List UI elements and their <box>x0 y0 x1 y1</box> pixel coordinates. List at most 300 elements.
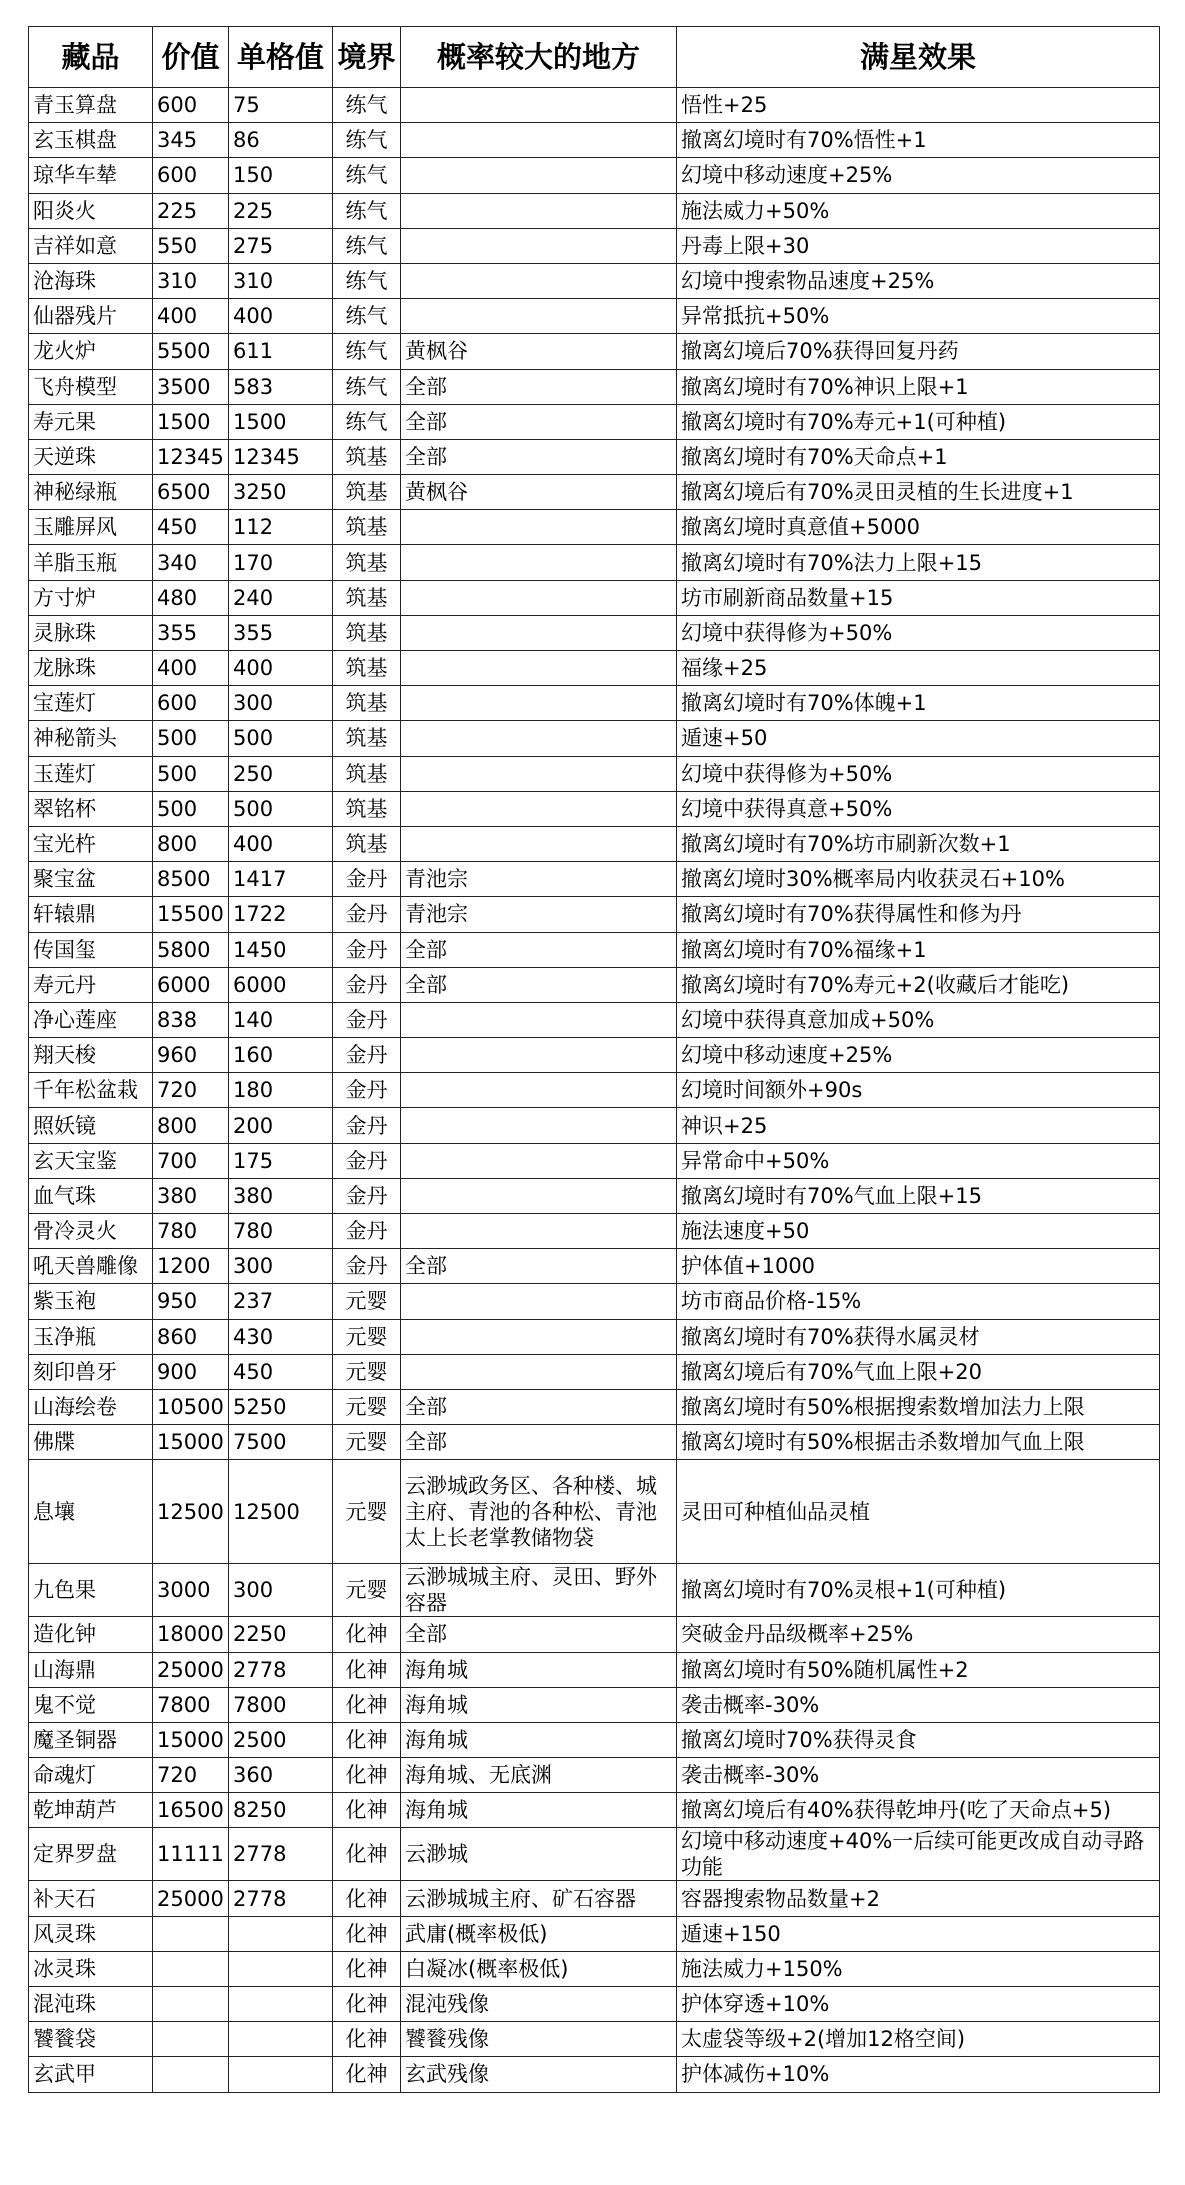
cell-name: 九色果 <box>29 1564 153 1617</box>
cell-realm: 化神 <box>333 1793 401 1828</box>
cell-effect: 幻境中获得真意+50% <box>677 791 1160 826</box>
cell-effect: 撤离幻境时有50%根据击杀数增加气血上限 <box>677 1425 1160 1460</box>
cell-location <box>401 615 677 650</box>
table-row <box>29 1564 1160 1617</box>
cell-value: 900 <box>153 1354 229 1389</box>
table-row <box>29 1389 1160 1424</box>
cell-name: 魔圣铜器 <box>29 1722 153 1757</box>
cell-value: 400 <box>153 299 229 334</box>
cell-value: 12500 <box>153 1460 229 1564</box>
cell-unit-value: 400 <box>229 826 333 861</box>
cell-effect: 袭击概率-30% <box>677 1687 1160 1722</box>
cell-location: 全部 <box>401 1425 677 1460</box>
cell-effect: 悟性+25 <box>677 88 1160 123</box>
cell-name: 沧海珠 <box>29 263 153 298</box>
cell-name: 玉莲灯 <box>29 756 153 791</box>
cell-location: 全部 <box>401 1249 677 1284</box>
cell-unit-value: 12500 <box>229 1460 333 1564</box>
cell-realm: 筑基 <box>333 791 401 826</box>
cell-value <box>153 2022 229 2057</box>
cell-effect: 撤离幻境时有70%体魄+1 <box>677 686 1160 721</box>
table-row <box>29 862 1160 897</box>
cell-name: 冰灵珠 <box>29 1951 153 1986</box>
cell-value <box>153 1951 229 1986</box>
table-row <box>29 1652 1160 1687</box>
cell-unit-value: 2778 <box>229 1881 333 1916</box>
cell-unit-value: 1500 <box>229 404 333 439</box>
cell-realm: 筑基 <box>333 439 401 474</box>
cell-location: 海角城 <box>401 1722 677 1757</box>
cell-value: 600 <box>153 88 229 123</box>
cell-location: 饕餮残像 <box>401 2022 677 2057</box>
cell-realm: 化神 <box>333 1987 401 2022</box>
table-row <box>29 193 1160 228</box>
cell-value: 950 <box>153 1284 229 1319</box>
cell-location: 海角城 <box>401 1652 677 1687</box>
table-row <box>29 1319 1160 1354</box>
cell-realm: 金丹 <box>333 1002 401 1037</box>
cell-value: 800 <box>153 1108 229 1143</box>
cell-effect: 遁速+150 <box>677 1916 1160 1951</box>
table-row <box>29 756 1160 791</box>
cell-unit-value: 175 <box>229 1143 333 1178</box>
cell-realm: 筑基 <box>333 580 401 615</box>
table-row <box>29 1284 1160 1319</box>
cell-location <box>401 1319 677 1354</box>
cell-realm: 化神 <box>333 2022 401 2057</box>
table-row <box>29 404 1160 439</box>
cell-realm: 金丹 <box>333 932 401 967</box>
cell-location: 全部 <box>401 369 677 404</box>
table-row <box>29 1178 1160 1213</box>
cell-effect: 撤离幻境时有70%神识上限+1 <box>677 369 1160 404</box>
cell-value: 310 <box>153 263 229 298</box>
cell-location <box>401 193 677 228</box>
table-row <box>29 1002 1160 1037</box>
table-row <box>29 1038 1160 1073</box>
cell-unit-value: 112 <box>229 510 333 545</box>
cell-effect: 撤离幻境时有70%获得水属灵材 <box>677 1319 1160 1354</box>
cell-value: 340 <box>153 545 229 580</box>
cell-effect: 幻境中移动速度+25% <box>677 1038 1160 1073</box>
cell-location: 云渺城政务区、各种楼、城主府、青池的各种松、青池太上长老掌教储物袋 <box>401 1460 677 1564</box>
cell-effect: 异常抵抗+50% <box>677 299 1160 334</box>
cell-name: 山海鼎 <box>29 1652 153 1687</box>
cell-name: 琼华车辇 <box>29 158 153 193</box>
cell-value: 7800 <box>153 1687 229 1722</box>
cell-effect: 护体值+1000 <box>677 1249 1160 1284</box>
cell-unit-value: 400 <box>229 651 333 686</box>
cell-value <box>153 1987 229 2022</box>
table-row <box>29 475 1160 510</box>
cell-realm: 金丹 <box>333 1178 401 1213</box>
cell-value: 500 <box>153 756 229 791</box>
cell-name: 吉祥如意 <box>29 228 153 263</box>
cell-location: 黄枫谷 <box>401 475 677 510</box>
cell-effect: 幻境中搜索物品速度+25% <box>677 263 1160 298</box>
cell-name: 混沌珠 <box>29 1987 153 2022</box>
cell-location <box>401 791 677 826</box>
table-row <box>29 651 1160 686</box>
table-row <box>29 967 1160 1002</box>
header-collection: 藏品 <box>29 27 153 88</box>
cell-name: 宝光杵 <box>29 826 153 861</box>
cell-name: 神秘箭头 <box>29 721 153 756</box>
cell-realm: 筑基 <box>333 721 401 756</box>
cell-name: 青玉算盘 <box>29 88 153 123</box>
cell-effect: 幻境中获得真意加成+50% <box>677 1002 1160 1037</box>
cell-effect: 撤离幻境时30%概率局内收获灵石+10% <box>677 862 1160 897</box>
cell-unit-value: 237 <box>229 1284 333 1319</box>
cell-unit-value: 275 <box>229 228 333 263</box>
cell-effect: 撤离幻境后70%获得回复丹药 <box>677 334 1160 369</box>
cell-realm: 练气 <box>333 263 401 298</box>
cell-unit-value: 2778 <box>229 1828 333 1881</box>
cell-unit-value: 300 <box>229 1564 333 1617</box>
cell-name: 传国玺 <box>29 932 153 967</box>
cell-value: 16500 <box>153 1793 229 1828</box>
cell-location <box>401 1108 677 1143</box>
cell-effect: 撤离幻境时有70%天命点+1 <box>677 439 1160 474</box>
cell-name: 命魂灯 <box>29 1758 153 1793</box>
cell-unit-value: 380 <box>229 1178 333 1213</box>
cell-realm: 筑基 <box>333 651 401 686</box>
cell-value: 6000 <box>153 967 229 1002</box>
cell-effect: 撤离幻境时有70%寿元+1(可种植) <box>677 404 1160 439</box>
table-header-row <box>29 27 1160 88</box>
cell-realm: 筑基 <box>333 475 401 510</box>
cell-unit-value: 300 <box>229 1249 333 1284</box>
cell-realm: 金丹 <box>333 1038 401 1073</box>
cell-name: 造化钟 <box>29 1617 153 1652</box>
cell-unit-value: 360 <box>229 1758 333 1793</box>
cell-effect: 灵田可种植仙品灵植 <box>677 1460 1160 1564</box>
cell-name: 羊脂玉瓶 <box>29 545 153 580</box>
cell-realm: 元婴 <box>333 1319 401 1354</box>
cell-realm: 练气 <box>333 228 401 263</box>
cell-value: 355 <box>153 615 229 650</box>
cell-value: 3500 <box>153 369 229 404</box>
cell-location: 全部 <box>401 1617 677 1652</box>
cell-effect: 遁速+50 <box>677 721 1160 756</box>
cell-name: 轩辕鼎 <box>29 897 153 932</box>
cell-unit-value: 180 <box>229 1073 333 1108</box>
table-row <box>29 1617 1160 1652</box>
cell-location: 青池宗 <box>401 862 677 897</box>
cell-value: 1200 <box>153 1249 229 1284</box>
cell-effect: 撤离幻境时有70%寿元+2(收藏后才能吃) <box>677 967 1160 1002</box>
cell-unit-value: 160 <box>229 1038 333 1073</box>
cell-name: 乾坤葫芦 <box>29 1793 153 1828</box>
table-row <box>29 686 1160 721</box>
header-realm: 境界 <box>333 27 401 88</box>
table-row <box>29 1425 1160 1460</box>
cell-location <box>401 826 677 861</box>
cell-value: 1500 <box>153 404 229 439</box>
cell-realm: 化神 <box>333 2057 401 2092</box>
cell-location <box>401 686 677 721</box>
cell-effect: 撤离幻境时有50%根据搜索数增加法力上限 <box>677 1389 1160 1424</box>
cell-value: 860 <box>153 1319 229 1354</box>
cell-unit-value: 310 <box>229 263 333 298</box>
cell-name: 飞舟模型 <box>29 369 153 404</box>
cell-unit-value: 5250 <box>229 1389 333 1424</box>
cell-effect: 丹毒上限+30 <box>677 228 1160 263</box>
table-row <box>29 897 1160 932</box>
table-row <box>29 721 1160 756</box>
table-row <box>29 580 1160 615</box>
cell-realm: 筑基 <box>333 686 401 721</box>
cell-realm: 练气 <box>333 299 401 334</box>
cell-name: 聚宝盆 <box>29 862 153 897</box>
cell-unit-value: 200 <box>229 1108 333 1143</box>
cell-location: 海角城 <box>401 1793 677 1828</box>
cell-effect: 护体减伤+10% <box>677 2057 1160 2092</box>
cell-location <box>401 1178 677 1213</box>
table-row <box>29 510 1160 545</box>
cell-effect: 神识+25 <box>677 1108 1160 1143</box>
cell-name: 翔天梭 <box>29 1038 153 1073</box>
cell-unit-value: 7500 <box>229 1425 333 1460</box>
table-row <box>29 334 1160 369</box>
table-row <box>29 1354 1160 1389</box>
cell-name: 神秘绿瓶 <box>29 475 153 510</box>
cell-location <box>401 158 677 193</box>
cell-value: 5500 <box>153 334 229 369</box>
cell-unit-value: 2778 <box>229 1652 333 1687</box>
cell-name: 宝莲灯 <box>29 686 153 721</box>
cell-location: 全部 <box>401 932 677 967</box>
cell-unit-value: 250 <box>229 756 333 791</box>
table-row <box>29 1828 1160 1881</box>
cell-effect: 施法速度+50 <box>677 1214 1160 1249</box>
cell-location: 黄枫谷 <box>401 334 677 369</box>
table-row <box>29 1073 1160 1108</box>
cell-unit-value: 2500 <box>229 1722 333 1757</box>
cell-location <box>401 1143 677 1178</box>
table-row <box>29 1214 1160 1249</box>
cell-realm: 练气 <box>333 404 401 439</box>
cell-unit-value: 7800 <box>229 1687 333 1722</box>
cell-realm: 金丹 <box>333 1143 401 1178</box>
cell-unit-value: 150 <box>229 158 333 193</box>
cell-effect: 容器搜索物品数量+2 <box>677 1881 1160 1916</box>
cell-location <box>401 580 677 615</box>
cell-realm: 金丹 <box>333 1073 401 1108</box>
cell-value: 600 <box>153 686 229 721</box>
cell-unit-value <box>229 2057 333 2092</box>
table-row <box>29 1143 1160 1178</box>
table-row <box>29 439 1160 474</box>
cell-value: 25000 <box>153 1881 229 1916</box>
cell-location: 玄武残像 <box>401 2057 677 2092</box>
cell-name: 佛牒 <box>29 1425 153 1460</box>
cell-unit-value: 2250 <box>229 1617 333 1652</box>
cell-value: 500 <box>153 791 229 826</box>
cell-unit-value: 611 <box>229 334 333 369</box>
cell-value: 15500 <box>153 897 229 932</box>
cell-location: 全部 <box>401 967 677 1002</box>
cell-unit-value: 6000 <box>229 967 333 1002</box>
cell-value: 10500 <box>153 1389 229 1424</box>
table-row <box>29 615 1160 650</box>
header-unit-value: 单格值 <box>229 27 333 88</box>
cell-unit-value: 3250 <box>229 475 333 510</box>
table-row <box>29 299 1160 334</box>
cell-name: 刻印兽牙 <box>29 1354 153 1389</box>
cell-name: 紫玉袍 <box>29 1284 153 1319</box>
cell-unit-value: 140 <box>229 1002 333 1037</box>
cell-realm: 练气 <box>333 123 401 158</box>
cell-value: 720 <box>153 1758 229 1793</box>
cell-value: 15000 <box>153 1425 229 1460</box>
cell-location <box>401 1002 677 1037</box>
cell-unit-value <box>229 1987 333 2022</box>
cell-unit-value <box>229 1951 333 1986</box>
cell-name: 补天石 <box>29 1881 153 1916</box>
cell-effect: 撤离幻境时有70%获得属性和修为丹 <box>677 897 1160 932</box>
cell-realm: 练气 <box>333 88 401 123</box>
cell-location <box>401 123 677 158</box>
collection-table <box>28 26 1160 2093</box>
cell-effect: 施法威力+50% <box>677 193 1160 228</box>
table-row <box>29 1108 1160 1143</box>
cell-realm: 元婴 <box>333 1354 401 1389</box>
cell-location <box>401 1354 677 1389</box>
cell-realm: 练气 <box>333 369 401 404</box>
cell-value: 3000 <box>153 1564 229 1617</box>
cell-effect: 坊市商品价格-15% <box>677 1284 1160 1319</box>
cell-realm: 元婴 <box>333 1564 401 1617</box>
cell-location: 混沌残像 <box>401 1987 677 2022</box>
table-row <box>29 1916 1160 1951</box>
table-row <box>29 1722 1160 1757</box>
cell-value: 380 <box>153 1178 229 1213</box>
cell-name: 玄玉棋盘 <box>29 123 153 158</box>
cell-unit-value: 1450 <box>229 932 333 967</box>
cell-name: 净心莲座 <box>29 1002 153 1037</box>
cell-name: 翠铭杯 <box>29 791 153 826</box>
cell-effect: 护体穿透+10% <box>677 1987 1160 2022</box>
cell-value: 25000 <box>153 1652 229 1687</box>
cell-location <box>401 263 677 298</box>
cell-value: 12345 <box>153 439 229 474</box>
cell-realm: 化神 <box>333 1916 401 1951</box>
cell-realm: 金丹 <box>333 1108 401 1143</box>
cell-value: 800 <box>153 826 229 861</box>
cell-effect: 袭击概率-30% <box>677 1758 1160 1793</box>
cell-location: 海角城、无底渊 <box>401 1758 677 1793</box>
cell-realm: 金丹 <box>333 1249 401 1284</box>
cell-effect: 坊市刷新商品数量+15 <box>677 580 1160 615</box>
cell-effect: 撤离幻境时有70%灵根+1(可种植) <box>677 1564 1160 1617</box>
cell-unit-value: 86 <box>229 123 333 158</box>
table-row <box>29 1881 1160 1916</box>
cell-name: 吼天兽雕像 <box>29 1249 153 1284</box>
cell-name: 玉雕屏风 <box>29 510 153 545</box>
cell-effect: 幻境中移动速度+25% <box>677 158 1160 193</box>
cell-effect: 太虚袋等级+2(增加12格空间) <box>677 2022 1160 2057</box>
cell-effect: 撤离幻境时70%获得灵食 <box>677 1722 1160 1757</box>
cell-name: 方寸炉 <box>29 580 153 615</box>
cell-location <box>401 545 677 580</box>
cell-effect: 幻境中获得修为+50% <box>677 615 1160 650</box>
cell-unit-value <box>229 2022 333 2057</box>
cell-realm: 元婴 <box>333 1284 401 1319</box>
cell-realm: 筑基 <box>333 615 401 650</box>
cell-value: 5800 <box>153 932 229 967</box>
cell-name: 鬼不觉 <box>29 1687 153 1722</box>
cell-realm: 金丹 <box>333 862 401 897</box>
table-row <box>29 1758 1160 1793</box>
cell-name: 玄武甲 <box>29 2057 153 2092</box>
cell-name: 玉净瓶 <box>29 1319 153 1354</box>
cell-value <box>153 2057 229 2092</box>
cell-name: 天逆珠 <box>29 439 153 474</box>
cell-value: 11111 <box>153 1828 229 1881</box>
cell-effect: 撤离幻境时有70%福缘+1 <box>677 932 1160 967</box>
cell-unit-value: 75 <box>229 88 333 123</box>
collection-table-wrapper <box>28 26 1160 2093</box>
table-row <box>29 1951 1160 1986</box>
cell-name: 龙脉珠 <box>29 651 153 686</box>
cell-value: 700 <box>153 1143 229 1178</box>
cell-location <box>401 651 677 686</box>
cell-location: 白凝冰(概率极低) <box>401 1951 677 1986</box>
cell-unit-value: 400 <box>229 299 333 334</box>
cell-unit-value: 450 <box>229 1354 333 1389</box>
cell-effect: 撤离幻境后有70%气血上限+20 <box>677 1354 1160 1389</box>
cell-realm: 化神 <box>333 1951 401 1986</box>
cell-realm: 金丹 <box>333 967 401 1002</box>
table-row <box>29 2022 1160 2057</box>
cell-effect: 撤离幻境后有40%获得乾坤丹(吃了天命点+5) <box>677 1793 1160 1828</box>
cell-name: 玄天宝鉴 <box>29 1143 153 1178</box>
cell-unit-value: 12345 <box>229 439 333 474</box>
table-row <box>29 228 1160 263</box>
cell-location <box>401 1214 677 1249</box>
table-row <box>29 1460 1160 1564</box>
cell-unit-value: 225 <box>229 193 333 228</box>
cell-realm: 筑基 <box>333 545 401 580</box>
cell-value: 345 <box>153 123 229 158</box>
cell-realm: 练气 <box>333 158 401 193</box>
cell-name: 定界罗盘 <box>29 1828 153 1881</box>
cell-value: 550 <box>153 228 229 263</box>
cell-value: 18000 <box>153 1617 229 1652</box>
table-row <box>29 369 1160 404</box>
cell-realm: 筑基 <box>333 826 401 861</box>
cell-location <box>401 1073 677 1108</box>
cell-realm: 化神 <box>333 1722 401 1757</box>
cell-value: 450 <box>153 510 229 545</box>
cell-effect: 幻境中获得修为+50% <box>677 756 1160 791</box>
table-row <box>29 88 1160 123</box>
cell-name: 山海绘卷 <box>29 1389 153 1424</box>
cell-name: 灵脉珠 <box>29 615 153 650</box>
cell-location: 武庸(概率极低) <box>401 1916 677 1951</box>
cell-unit-value: 8250 <box>229 1793 333 1828</box>
cell-realm: 金丹 <box>333 1214 401 1249</box>
cell-realm: 元婴 <box>333 1389 401 1424</box>
cell-value: 780 <box>153 1214 229 1249</box>
cell-location: 全部 <box>401 1389 677 1424</box>
table-row <box>29 158 1160 193</box>
table-row <box>29 826 1160 861</box>
table-row <box>29 1687 1160 1722</box>
cell-realm: 化神 <box>333 1758 401 1793</box>
cell-realm: 练气 <box>333 193 401 228</box>
